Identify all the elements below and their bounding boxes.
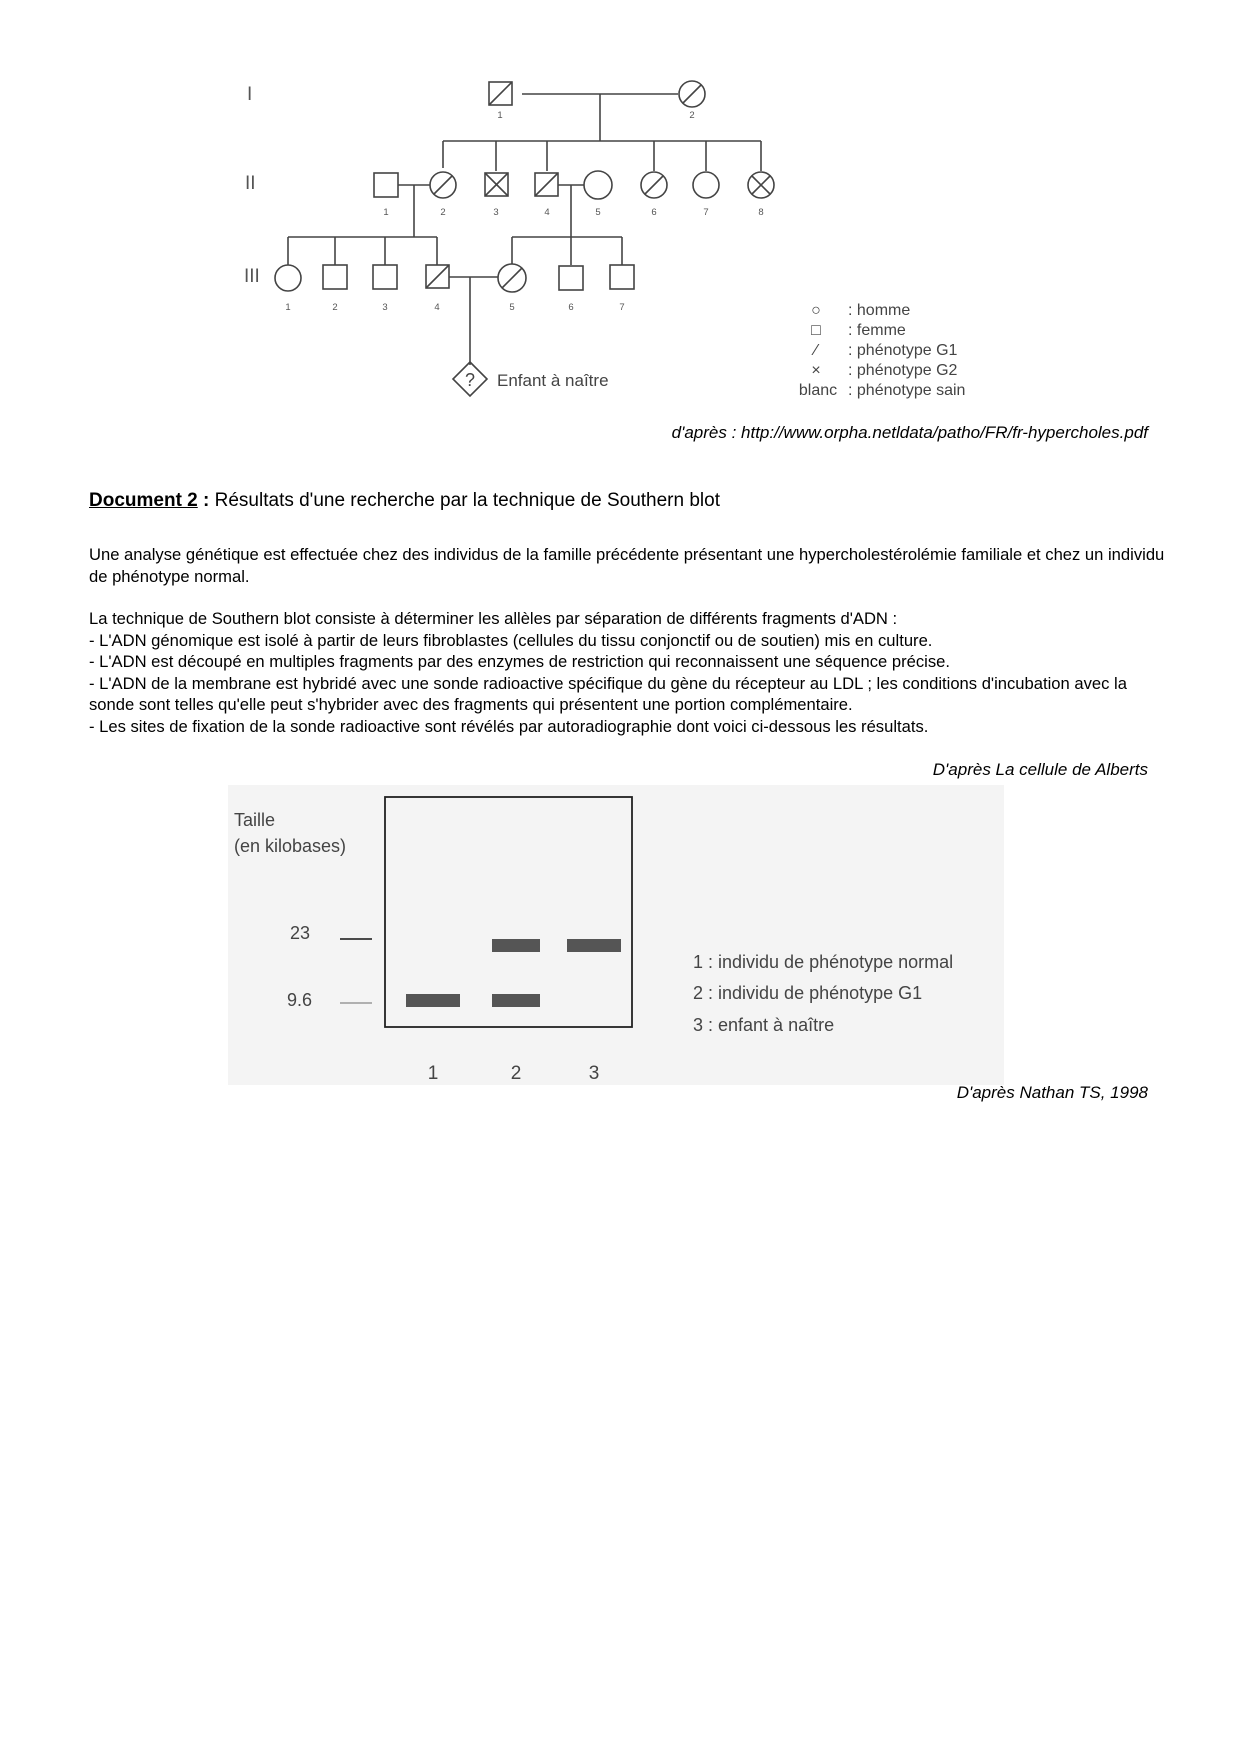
individual-number: 4 — [544, 207, 550, 218]
method-line: La technique de Southern blot consiste à déterminer les allèles par séparation de différents fragments d'ADN : — [89, 609, 898, 628]
individual-number: 2 — [689, 110, 695, 121]
individual-number: 5 — [509, 302, 515, 313]
pedigree-individual-II-7 — [693, 172, 719, 198]
figure-background — [228, 785, 1004, 1085]
individual-number: 6 — [651, 207, 657, 218]
individual-number: 7 — [703, 207, 709, 218]
individual-number: 2 — [440, 207, 446, 218]
document-2-heading — [89, 490, 720, 512]
y-axis-title: Taille — [234, 810, 276, 830]
pedigree-individual-II-1 — [374, 173, 398, 197]
pedigree-individual-III-3 — [373, 265, 397, 289]
source-citation-alberts: D'après La cellule de Alberts — [932, 760, 1148, 779]
document-2-label: Document 2 — [89, 490, 198, 511]
pedigree-individual-II-2 — [430, 172, 456, 198]
method-line: - Les sites de fixation de la sonde radioactive sont révélés par autoradiographie dont voici ci-dessous les résultats. — [89, 716, 929, 736]
legend-text: : homme — [848, 302, 911, 319]
legend-key: ⁄ — [814, 342, 818, 359]
pedigree-individual-III-5 — [498, 264, 526, 292]
individual-number: 8 — [758, 207, 764, 218]
band-lane2-23 — [492, 939, 540, 952]
source-citation-nathan: D'après Nathan TS, 1998 — [956, 1083, 1148, 1102]
marker-label-23: 23 — [290, 923, 311, 943]
individual-number: 6 — [568, 302, 574, 313]
individual-number: 1 — [497, 110, 503, 121]
pedigree-individual-III-2 — [323, 265, 347, 289]
doc2-intro-paragraph: Une analyse génétique est effectuée chez des individus de la famille précédente présentant une hypercholestérolémie familiale et chez un individu de phénotype normal. — [89, 545, 1165, 586]
pedigree-individual-II-6 — [641, 172, 667, 198]
document-2-title: Résultats d'une recherche par la technique de Southern blot — [214, 490, 720, 511]
pedigree-individual-I-2 — [679, 81, 705, 107]
legend-text: : phénotype G1 — [848, 342, 958, 359]
unborn-child-label: Enfant à naître — [497, 371, 609, 390]
legend-key: □ — [811, 322, 821, 339]
band-lane3-23 — [567, 939, 621, 952]
pedigree-figure — [0, 0, 1240, 420]
pedigree-individual-II-5 — [584, 171, 612, 199]
pedigree-individual-II-3 — [485, 173, 508, 196]
method-line: - L'ADN est découpé en multiples fragments par des enzymes de restriction qui reconnaissent une séquence précise. — [89, 652, 950, 671]
band-lane2-9-6 — [492, 994, 540, 1007]
band-lane1-9-6 — [406, 994, 460, 1007]
individual-number: 1 — [285, 302, 291, 313]
legend-key: ○ — [811, 302, 821, 319]
lane-label-1: 1 — [427, 1063, 439, 1084]
individual-number: 1 — [383, 207, 389, 218]
pedigree-legend — [799, 302, 966, 399]
pedigree-individual-II-8 — [748, 172, 774, 198]
individual-number: 3 — [382, 302, 388, 313]
legend-key: blanc — [798, 382, 838, 399]
pedigree-individual-I-1 — [489, 82, 512, 105]
southern-blot-figure — [0, 780, 1240, 1100]
method-line: - L'ADN de la membrane est hybridé avec une sonde radioactive spécifique du gène du récepteur au LDL ; les conditions d'incubation avec la sonde sont telles qu'elle peut s'hybrider avec des fragments qui présentent une portion complémentaire. — [89, 673, 1127, 714]
y-axis-subtitle: (en kilobases) — [234, 836, 347, 856]
heading-colon: : — [197, 490, 215, 511]
generation-label-I: I — [247, 84, 253, 105]
doc2-method-list — [89, 608, 1169, 737]
individual-number: 5 — [595, 207, 601, 218]
lane-label-3: 3 — [588, 1063, 600, 1084]
legend-text: : femme — [848, 322, 906, 339]
blot-legend-item: 2 : individu de phénotype G1 — [693, 983, 923, 1003]
generation-label-II: II — [245, 173, 256, 194]
individual-number: 3 — [493, 207, 499, 218]
pedigree-individual-II-4 — [535, 173, 558, 196]
legend-text: : phénotype sain — [848, 382, 966, 399]
pedigree-individual-III-7 — [610, 265, 634, 289]
generation-label-III: III — [244, 266, 260, 287]
unborn-question-mark: ? — [464, 370, 476, 390]
marker-label-9-6: 9.6 — [287, 990, 313, 1010]
method-line: - L'ADN génomique est isolé à partir de leurs fibroblastes (cellules du tissu conjonctif ou de soutien) mis en culture. — [89, 630, 933, 650]
pedigree-individual-III-6 — [559, 266, 583, 290]
blot-legend-item: 3 : enfant à naître — [693, 1015, 835, 1035]
individual-number: 2 — [332, 302, 338, 313]
individual-number: 7 — [619, 302, 625, 313]
legend-text: : phénotype G2 — [848, 362, 958, 379]
blot-legend-item: 1 : individu de phénotype normal — [693, 952, 954, 972]
source-citation-1: d'après : http://www.orpha.netldata/patho/FR/fr-hypercholes.pdf — [671, 423, 1148, 442]
pedigree-individual-III-1 — [275, 265, 301, 291]
legend-key: × — [811, 362, 821, 379]
individual-number: 4 — [434, 302, 440, 313]
pedigree-individual-III-4 — [426, 265, 449, 288]
lane-label-2: 2 — [510, 1063, 522, 1084]
